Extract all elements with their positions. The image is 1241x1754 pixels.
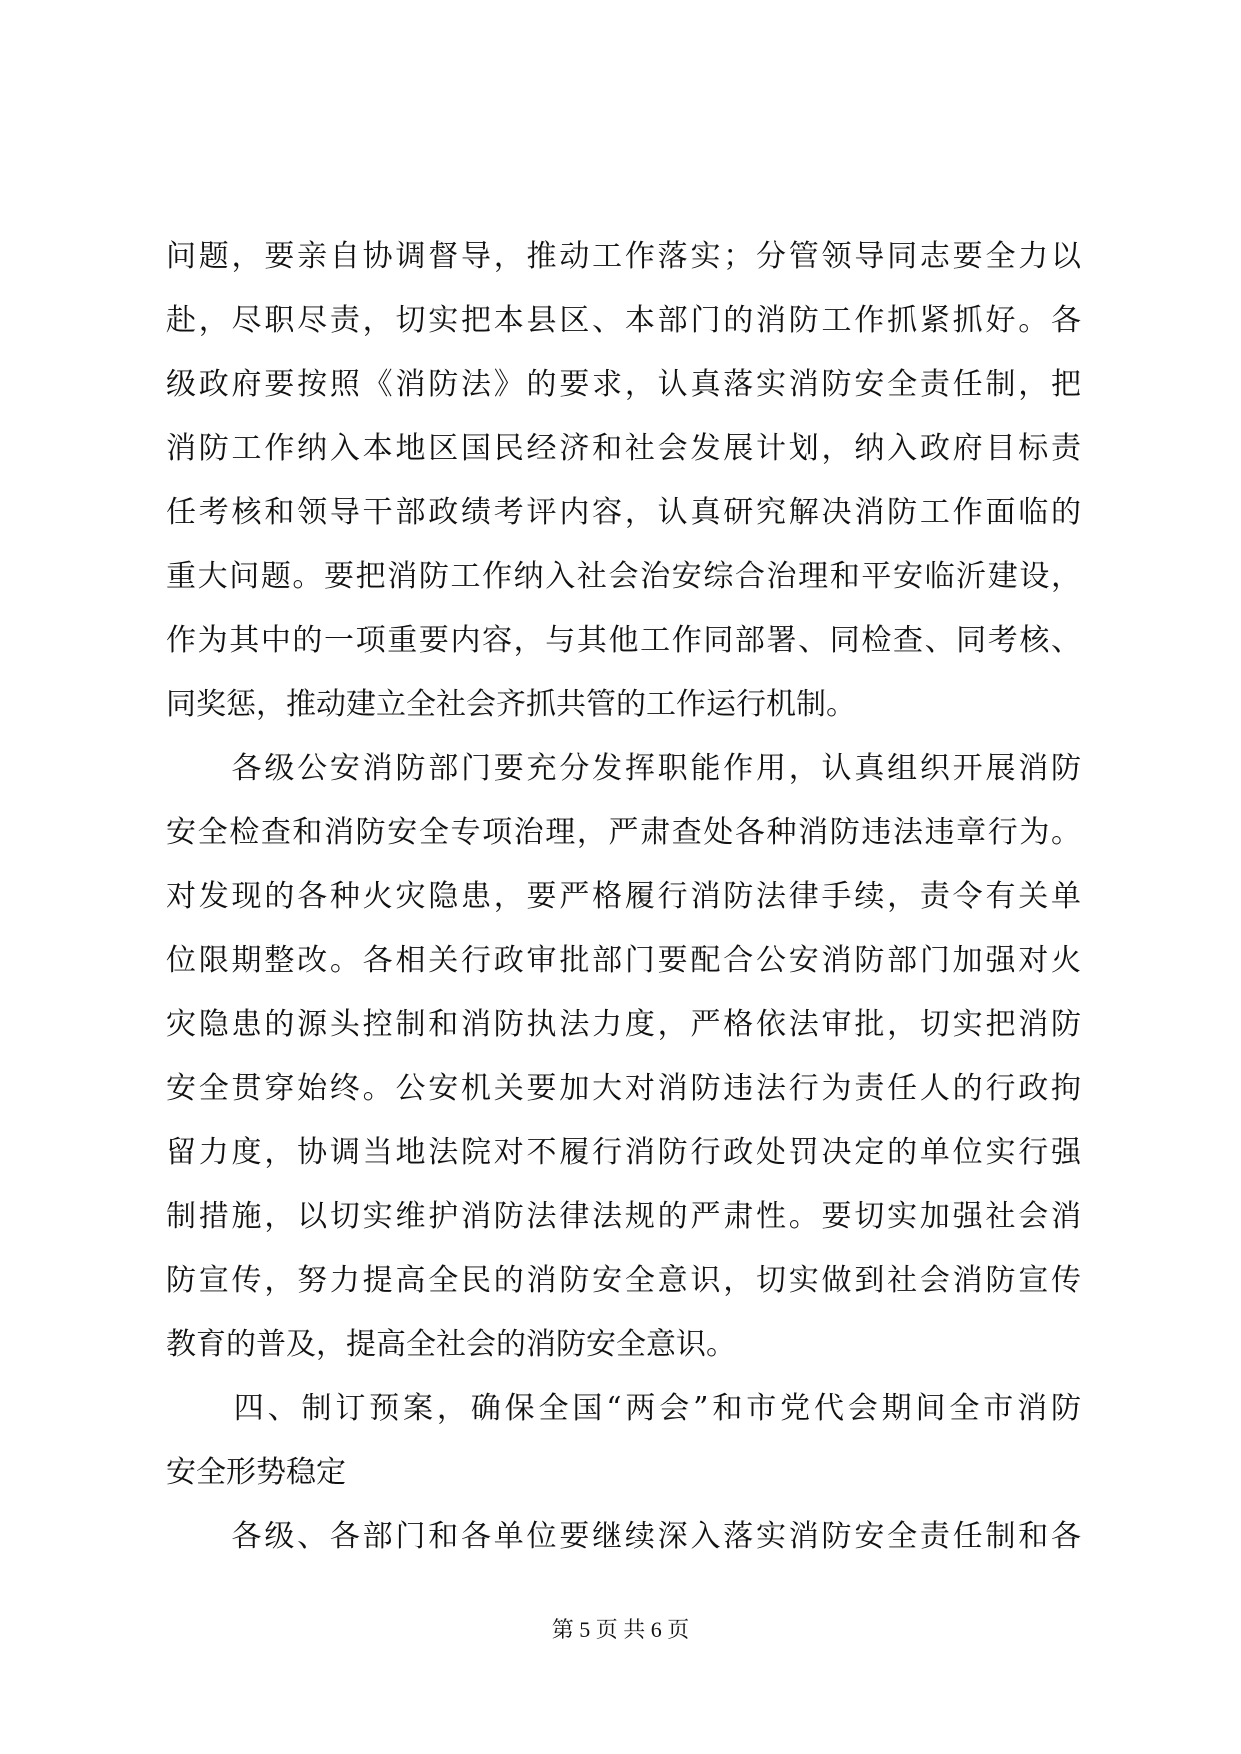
text-line: 消防工作纳入本地区国民经济和社会发展计划，纳入政府目标责 bbox=[166, 431, 1081, 466]
page-footer: 第 5 页 共 6 页 bbox=[551, 1617, 690, 1642]
text-line: 教育的普及，提高全社会的消防安全意识。 bbox=[166, 1327, 736, 1362]
text-line: 制措施，以切实维护消防法律法规的严肃性。要切实加强社会消 bbox=[166, 1199, 1081, 1234]
text-line: 安全检查和消防安全专项治理，严肃查处各种消防违法违章行为。 bbox=[166, 815, 1081, 850]
section-heading bbox=[166, 1377, 1081, 1505]
text-line: 防宣传，努力提高全民的消防安全意识，切实做到社会消防宣传 bbox=[166, 1263, 1081, 1298]
text-line: 位限期整改。各相关行政审批部门要配合公安消防部门加强对火 bbox=[166, 943, 1081, 978]
text-line: 级政府要按照《消防法》的要求，认真落实消防安全责任制，把 bbox=[166, 367, 1081, 402]
paragraph bbox=[166, 737, 1081, 1377]
text-line: 安全贯穿始终。公安机关要加大对消防违法行为责任人的行政拘 bbox=[166, 1071, 1081, 1106]
text-line: 重大问题。要把消防工作纳入社会治安综合治理和平安临沂建设， bbox=[166, 559, 1081, 594]
text-line: 安全形势稳定 bbox=[166, 1455, 346, 1490]
paragraph bbox=[166, 1505, 1081, 1569]
body-text bbox=[166, 225, 1081, 1569]
text-line: 问题，要亲自协调督导，推动工作落实；分管领导同志要全力以 bbox=[166, 239, 1081, 274]
text-line: 赴，尽职尽责，切实把本县区、本部门的消防工作抓紧抓好。各 bbox=[166, 303, 1081, 338]
text-line: 四、制订预案，确保全国“两会”和市党代会期间全市消防 bbox=[166, 1391, 1081, 1426]
paragraph bbox=[166, 225, 1081, 737]
text-line: 各级、各部门和各单位要继续深入落实消防安全责任制和各 bbox=[166, 1519, 1081, 1554]
text-line: 留力度，协调当地法院对不履行消防行政处罚决定的单位实行强 bbox=[166, 1135, 1081, 1170]
text-line: 任考核和领导干部政绩考评内容，认真研究解决消防工作面临的 bbox=[166, 495, 1081, 530]
text-line: 作为其中的一项重要内容，与其他工作同部署、同检查、同考核、 bbox=[166, 623, 1081, 658]
text-line: 对发现的各种火灾隐患，要严格履行消防法律手续，责令有关单 bbox=[166, 879, 1081, 914]
text-line: 同奖惩，推动建立全社会齐抓共管的工作运行机制。 bbox=[166, 687, 856, 722]
text-line: 各级公安消防部门要充分发挥职能作用，认真组织开展消防 bbox=[166, 751, 1081, 786]
text-line: 灾隐患的源头控制和消防执法力度，严格依法审批，切实把消防 bbox=[166, 1007, 1081, 1042]
